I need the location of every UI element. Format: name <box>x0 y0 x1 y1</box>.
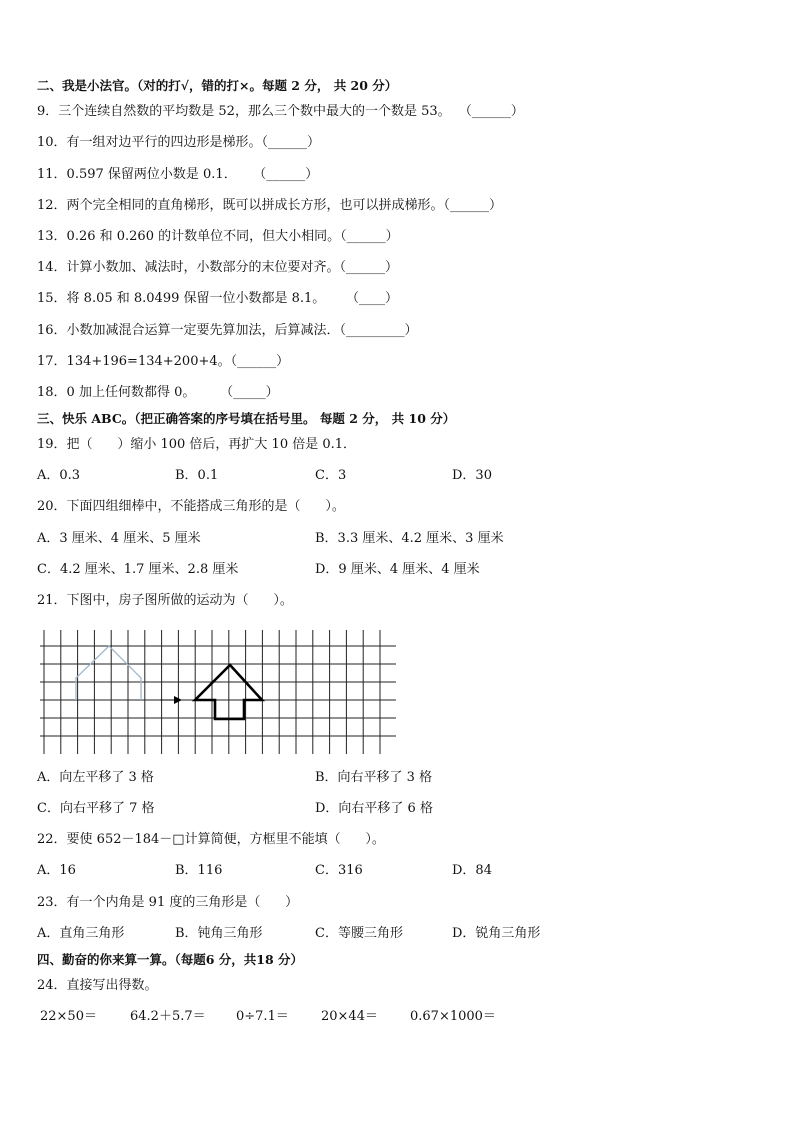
grid-lines <box>40 630 396 754</box>
question-10: 10．有一组对边平行的四边形是梯形。（______） <box>37 135 321 150</box>
section-2-heading: 二、我是小法官。（对的打√，错的打×。每题 2 分， 共 20 分） <box>37 78 398 93</box>
q20-option-b: B．3.3 厘米、4.2 厘米、3 厘米 <box>315 531 504 546</box>
original-house-shape <box>76 646 141 700</box>
question-24-stem: 24．直接写出得数。 <box>37 978 158 993</box>
question-13: 13．0.26 和 0.260 的计数单位不同，但大小相同。（______） <box>37 229 399 244</box>
question-20-stem: 20．下面四组细棒中，不能搭成三角形的是（ ）。 <box>37 499 345 514</box>
q23-option-d: D．锐角三角形 <box>452 926 541 941</box>
question-22-stem: 22．要使 652－184－□计算简便，方框里不能填（ ）。 <box>37 832 385 847</box>
calc-item-1: 22×50＝ <box>40 1009 97 1024</box>
q22-option-a: A．16 <box>37 863 76 878</box>
calc-item-4: 20×44＝ <box>321 1009 378 1024</box>
calc-item-2: 64.2＋5.7＝ <box>130 1009 206 1024</box>
q23-option-b: B．钝角三角形 <box>175 926 263 941</box>
question-12: 12．两个完全相同的直角梯形，既可以拼成长方形，也可以拼成梯形。（______） <box>37 198 503 213</box>
question-11: 11．0.597 保留两位小数是 0.1． （______） <box>37 167 319 182</box>
q22-option-d: D．84 <box>452 863 492 878</box>
q19-option-a: A．0.3 <box>37 468 81 483</box>
q22-option-c: C．316 <box>315 863 363 878</box>
translation-grid-figure <box>40 630 400 762</box>
section-4-heading: 四、勤奋的你来算一算。（每题6 分，共18 分） <box>37 952 304 967</box>
calc-item-3: 0÷7.1＝ <box>236 1009 289 1024</box>
q21-option-c: C．向右平移了 7 格 <box>37 801 155 816</box>
q19-option-b: B．0.1 <box>175 468 219 483</box>
q21-option-d: D．向右平移了 6 格 <box>315 801 433 816</box>
q19-option-d: D．30 <box>452 468 492 483</box>
question-21-stem: 21．下图中，房子图所做的运动为（ ）。 <box>37 593 293 608</box>
question-16: 16．小数加减混合运算一定要先算加法，后算减法．（_________） <box>37 323 418 338</box>
section-3-heading: 三、快乐 ABC。（把正确答案的序号填在括号里。 每题 2 分， 共 10 分） <box>37 411 456 426</box>
q20-option-a: A．3 厘米、4 厘米、5 厘米 <box>37 531 201 546</box>
question-17: 17．134+196=134+200+4。（______） <box>37 354 290 369</box>
q20-option-c: C．4.2 厘米、1.7 厘米、2.8 厘米 <box>37 562 239 577</box>
q19-option-c: C．3 <box>315 468 347 483</box>
question-15: 15．将 8.05 和 8.0499 保留一位小数都是 8.1。 （____） <box>37 291 398 306</box>
question-19-stem: 19．把（ ）缩小 100 倍后，再扩大 10 倍是 0.1． <box>37 437 357 452</box>
question-9: 9．三个连续自然数的平均数是 52，那么三个数中最大的一个数是 53。 （______） <box>37 104 524 119</box>
grid-svg <box>40 630 400 758</box>
q22-option-b: B．116 <box>175 863 223 878</box>
question-23-stem: 23．有一个内角是 91 度的三角形是（ ） <box>37 895 299 910</box>
calc-item-5: 0.67×1000＝ <box>410 1009 496 1024</box>
q20-option-d: D．9 厘米、4 厘米、4 厘米 <box>315 562 480 577</box>
q21-option-a: A．向左平移了 3 格 <box>37 770 154 785</box>
q23-option-c: C．等腰三角形 <box>315 926 403 941</box>
question-18: 18．0 加上任何数都得 0。 （_____） <box>37 385 279 400</box>
q23-option-a: A．直角三角形 <box>37 926 125 941</box>
question-14: 14．计算小数加、减法时，小数部分的末位要对齐。（______） <box>37 260 399 275</box>
q21-option-b: B．向右平移了 3 格 <box>315 770 433 785</box>
